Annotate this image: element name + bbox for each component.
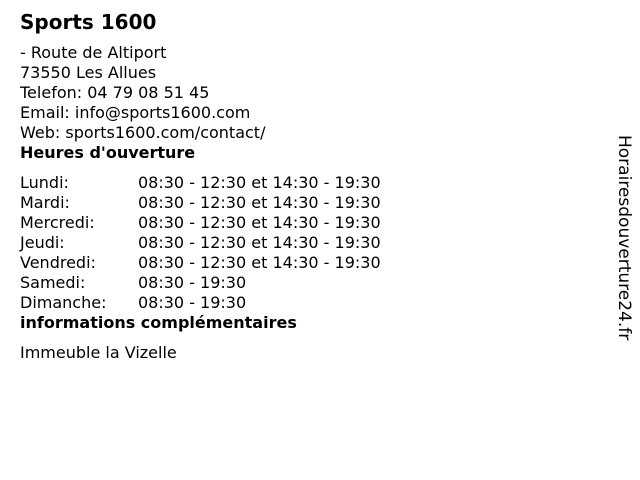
hours-row-jeudi xyxy=(20,233,580,253)
watermark-text: Horairesdouverture24.fr xyxy=(614,135,634,341)
address-street: - Route de Altiport xyxy=(20,43,167,62)
time-value: 08:30 - 19:30 xyxy=(138,293,247,312)
day-label: Mercredi: xyxy=(20,213,95,232)
contact-block xyxy=(20,43,580,143)
day-label: Lundi: xyxy=(20,173,69,192)
day-label: Mardi: xyxy=(20,193,70,212)
hours-row-dimanche xyxy=(20,293,580,313)
day-label: Dimanche: xyxy=(20,293,107,312)
hours-row-mercredi xyxy=(20,213,580,233)
address-city: 73550 Les Allues xyxy=(20,63,157,82)
time-value: 08:30 - 19:30 xyxy=(138,273,247,292)
hours-row-samedi xyxy=(20,273,580,293)
email-text: Email: info@sports1600.com xyxy=(20,103,251,122)
business-card xyxy=(20,9,580,363)
hours-heading: Heures d'ouverture xyxy=(20,143,196,162)
time-value: 08:30 - 12:30 et 14:30 - 19:30 xyxy=(138,253,381,272)
time-value: 08:30 - 12:30 et 14:30 - 19:30 xyxy=(138,213,381,232)
day-label: Jeudi: xyxy=(20,233,65,252)
hours-row-mardi xyxy=(20,193,580,213)
time-value: 08:30 - 12:30 et 14:30 - 19:30 xyxy=(138,233,381,252)
web-text: Web: sports1600.com/contact/ xyxy=(20,123,266,142)
hours-table xyxy=(20,173,580,313)
hours-row-vendredi xyxy=(20,253,580,273)
business-name: Sports 1600 xyxy=(20,10,157,34)
time-value: 08:30 - 12:30 et 14:30 - 19:30 xyxy=(138,173,381,192)
info-text: Immeuble la Vizelle xyxy=(20,343,177,362)
hours-row-lundi xyxy=(20,173,580,193)
watermark xyxy=(611,135,637,345)
phone-text: Telefon: 04 79 08 51 45 xyxy=(20,83,210,102)
time-value: 08:30 - 12:30 et 14:30 - 19:30 xyxy=(138,193,381,212)
day-label: Vendredi: xyxy=(20,253,96,272)
day-label: Samedi: xyxy=(20,273,86,292)
info-heading: informations complémentaires xyxy=(20,313,297,332)
